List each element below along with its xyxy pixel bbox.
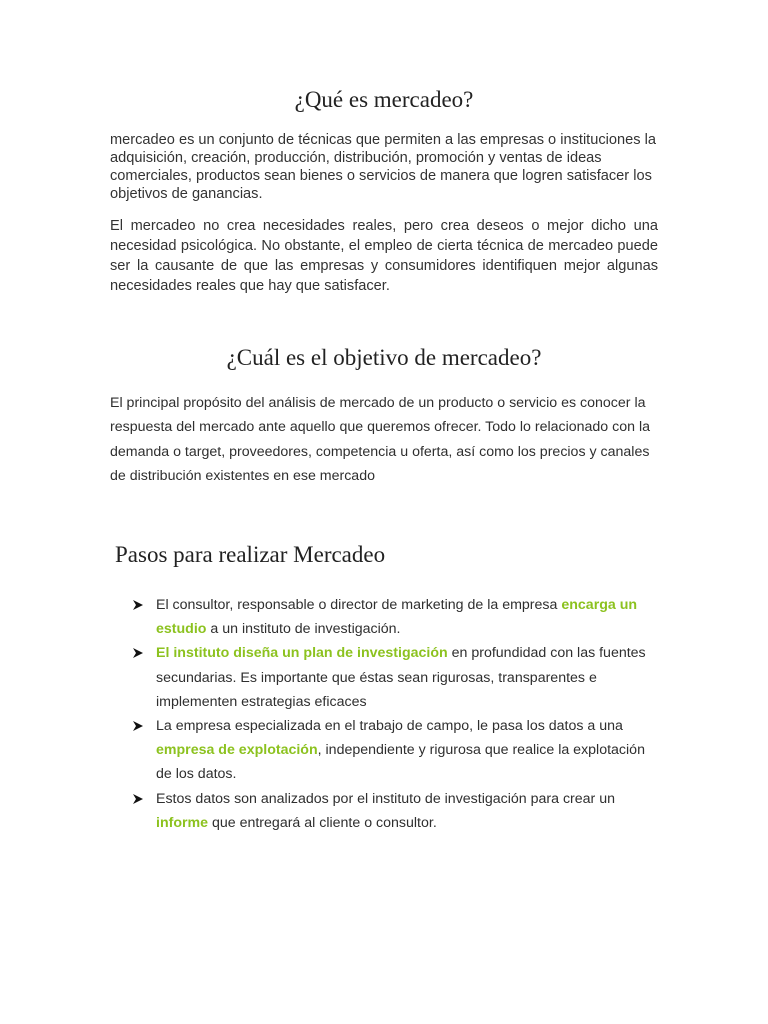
arrowhead-bullet-icon: [132, 599, 144, 611]
step-highlight: informe: [156, 814, 209, 831]
step-highlight: empresa de explotación: [156, 742, 318, 759]
section-title-objetivo: ¿Cuál es el objetivo de mercadeo?: [226, 345, 542, 370]
step-text-before: La empresa especializada en el trabajo de campo, le pasa los datos a una: [156, 718, 623, 735]
section-title-que-es-mercadeo: ¿Qué es mercadeo?: [294, 87, 474, 112]
paragraph-definition: mercadeo es un conjunto de técnicas que permiten a las empresas o instituciones la adquisición, creación, producción, distribución, promoción y ventas de ideas comerciales, productos sean bienes o servicios de manera que logren satisfacer los objetivos de ganancias.: [110, 132, 656, 202]
step-highlight: El instituto diseña un plan de investigación: [156, 645, 448, 662]
paragraph-objetivo: El principal propósito del análisis de mercado de un producto o servicio es conocer la respuesta del mercado ante aquello que queremos ofrecer. Todo lo relacionado con la demanda o target, proveedores, competencia u oferta, así como los precios y canales de distribución existentes en ese mercado: [110, 395, 651, 484]
step-text-after: en profundidad con las fuentes secundarias. Es importante que éstas sean rigurosas, transparentes e implementen estrategias eficaces: [156, 645, 646, 710]
step-highlight: encarga un estudio: [156, 597, 638, 638]
step-text-before: El consultor, responsable o director de marketing de la empresa: [156, 597, 562, 613]
step-item: [132, 593, 652, 641]
step-text-after: a un instituto de investigación.: [206, 621, 401, 638]
step-text-after: , independiente y rigurosa que realice la explotación de los datos.: [156, 742, 645, 783]
arrowhead-bullet-icon: [132, 647, 144, 659]
arrowhead-bullet-icon: [132, 793, 144, 805]
step-text-after: que entregará al cliente o consultor.: [208, 814, 437, 831]
step-text-before: Estos datos son analizados por el instituto de investigación para crear un: [156, 790, 616, 807]
step-item: [132, 787, 652, 835]
paragraph-necesidades: El mercadeo no crea necesidades reales, pero crea deseos o mejor dicho una necesidad psicológica. No obstante, el empleo de cierta técnica de mercadeo puede ser la causante de que las empresas y consumidores identifiquen mejor algunas necesidades reales que hay que satisfacer.: [110, 218, 658, 294]
steps-list: [132, 593, 652, 835]
step-item: [132, 714, 652, 787]
section-title-pasos: Pasos para realizar Mercadeo: [115, 542, 386, 567]
step-item: [132, 641, 652, 714]
arrowhead-bullet-icon: [132, 720, 144, 732]
